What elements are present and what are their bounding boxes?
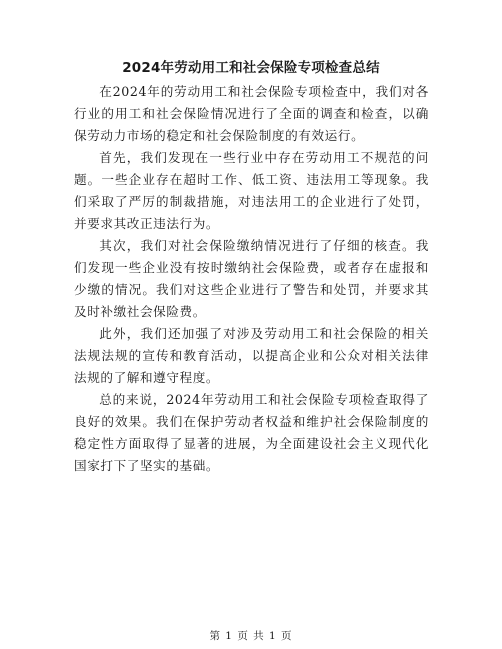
document-body — [74, 81, 429, 477]
paragraph-labor-issues: 首先，我们发现在一些行业中存在劳动用工不规范的问题。一些企业存在超时工作、低工资、违法用工等现象。我们采取了严厉的制裁措施，对违法用工的企业进行了处罚，并要求其改正违法行为。 — [74, 150, 429, 231]
paragraph-summary: 总的来说，2024年劳动用工和社会保险专项检查取得了良好的效果。我们在保护劳动者权益和维护社会保险制度的稳定性方面取得了显著的进展，为全面建设社会主义现代化国家打下了坚实的基础。 — [74, 392, 429, 473]
paragraph-intro: 在2024年的劳动用工和社会保险专项检查中，我们对各行业的用工和社会保险情况进行了全面的调查和检查，以确保劳动力市场的稳定和社会保险制度的有效运行。 — [74, 84, 429, 143]
paragraph-insurance-check: 其次，我们对社会保险缴纳情况进行了仔细的核查。我们发现一些企业没有按时缴纳社会保险费，或者存在虚报和少缴的情况。我们对这些企业进行了警告和处罚，并要求其及时补缴社会保险费。 — [74, 238, 429, 319]
document-title: 2024年劳动用工和社会保险专项检查总结 — [122, 60, 380, 76]
page-footer: 第 1 页 共 1 页 — [209, 630, 293, 642]
paragraph-publicity: 此外，我们还加强了对涉及劳动用工和社会保险的相关法规法规的宣传和教育活动，以提高企业和公众对相关法律法规的了解和遵守程度。 — [74, 326, 429, 385]
